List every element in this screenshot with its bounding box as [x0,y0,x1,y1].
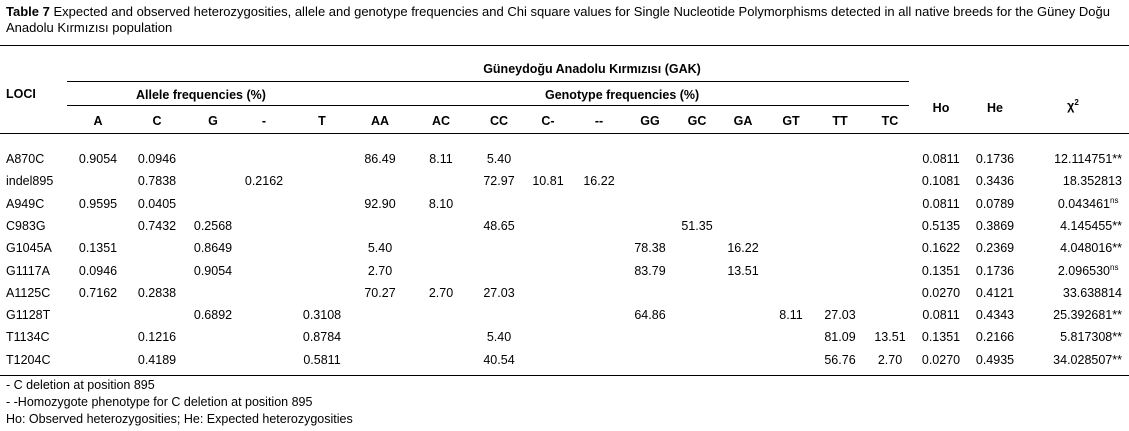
chi-number: 4.048016** [1060,241,1122,256]
table-cell: 0.7838 [137,174,177,189]
table-cell: 0.9054 [78,152,118,166]
table-cell: 81.09 [824,330,856,345]
table-cell: 2.70 [877,352,903,367]
footnote-1: - C deletion at position 895 [6,378,155,392]
column-header: AA [370,114,390,128]
significance-superscript: ns [1110,195,1119,205]
ho-value: 0.0811 [922,152,960,166]
table-cell: 5.40 [486,330,512,345]
ho-value: 0.1351 [921,263,961,278]
locus-name: C983G [6,218,46,233]
chi-number: 2.096530 [1057,263,1110,278]
table-cell: 83.79 [634,263,666,278]
he-value: 0.2369 [975,241,1015,256]
locus-name: T1204C [6,352,51,367]
chi-value [1057,195,1119,211]
genotype-group-header: Genotype frequencies (%) [545,88,700,102]
table-cell: 0.5811 [303,352,341,367]
table-cell: 0.7432 [137,218,177,233]
table-cell: 0.7162 [78,285,118,300]
column-header: G [208,114,218,128]
column-header: GG [640,114,660,128]
table-cell: 27.03 [824,308,856,323]
locus-name: G1117A [6,263,51,278]
chi-number: 5.817308** [1060,330,1122,345]
locus-name: G1045A [6,241,52,256]
table-cell: 51.35 [681,218,713,233]
table-cell: 0.1351 [78,241,118,256]
table-cell: 0.1216 [137,330,177,345]
chi-symbol: χ [1067,99,1075,113]
table-cell: 16.22 [583,174,615,189]
column-header: -- [594,114,604,128]
locus-name: indel895 [6,174,54,189]
table-cell: 86.49 [364,152,396,166]
table-cell: 72.97 [483,174,515,189]
column-header: CC [489,114,509,128]
population-header: Güneydoğu Anadolu Kırmızısı (GAK) [483,62,701,76]
he-value: 0.1736 [975,263,1015,278]
chi-value [1060,219,1122,233]
table-cell: 5.40 [367,241,393,256]
table-cell: 16.22 [727,241,759,256]
he-header: He [987,101,1003,115]
table-cell: 0.2162 [244,174,284,189]
chi-value [1063,286,1122,300]
table-cell: 0.9054 [193,263,233,278]
chi-value [1060,241,1122,255]
top-rule [0,45,1129,46]
ho-header: Ho [932,101,950,115]
table-cell: 8.11 [429,152,453,166]
he-value: 0.4935 [975,352,1015,367]
table-cell: 0.0946 [78,263,118,278]
table-cell: 2.70 [367,263,393,278]
allele-group-header: Allele frequencies (%) [136,88,266,102]
column-header: C- [541,114,555,128]
column-header: GA [733,114,753,128]
column-header: TC [881,114,899,128]
table-cell: 92.90 [364,196,396,211]
he-value: 0.1736 [975,152,1015,166]
table-cell: 10.81 [532,174,564,189]
column-header: GC [687,114,707,128]
chi-number: 25.392681** [1053,308,1122,323]
table-cell: 0.8649 [193,241,233,256]
chi-number: 33.638814 [1062,285,1122,300]
chi-value [1060,330,1122,344]
chi-number: 18.352813 [1062,174,1122,189]
column-header: AC [431,114,451,128]
bottom-rule [0,375,1129,376]
chi-value [1063,174,1122,188]
chi-header [1067,99,1079,113]
he-value: 0.4343 [975,308,1015,323]
locus-name: A870C [6,152,45,166]
chi-value [1053,308,1122,322]
table-cell: 27.03 [483,285,515,300]
table-caption [6,4,1121,36]
he-value: 0.3869 [975,218,1015,233]
chi-value [1053,353,1122,367]
chi-value [1057,262,1119,278]
table-cell: 0.6892 [193,308,233,323]
table-cell: 70.27 [364,285,396,300]
chi-number: 12.114751** [1054,152,1122,166]
table-cell: 5.40 [486,152,512,166]
he-value: 0.3436 [975,174,1015,189]
table-cell: 13.51 [727,263,759,278]
locus-name: G1128T [6,308,51,323]
table-cell: 8.10 [428,196,454,211]
table-cell: 0.8784 [302,330,342,345]
column-header: - [261,114,267,128]
header-bottom-rule [0,133,1129,134]
ho-value: 0.1081 [921,174,961,189]
column-header: GT [782,114,800,128]
table-cell: 56.76 [824,352,856,367]
significance-superscript: ns [1110,262,1119,272]
table-cell: 48.65 [483,218,515,233]
column-header: T [318,114,326,128]
ho-value: 0.1622 [921,241,961,256]
chi-superscript: 2 [1074,98,1079,107]
table-cell: 8.11 [779,308,803,323]
chi-number: 34.028507** [1053,352,1122,367]
table-cell: 78.38 [634,241,666,256]
table-cell: 0.2838 [137,285,177,300]
table-cell: 13.51 [874,330,906,345]
locus-name: A949C [6,196,45,211]
table-label: Table 7 [6,4,50,19]
he-value: 0.4121 [975,285,1015,300]
chi-value [1054,152,1122,166]
column-header: A [93,114,103,128]
table-cell: 64.86 [634,308,666,323]
ho-value: 0.0811 [922,308,960,323]
table-cell: 0.4189 [137,352,177,367]
population-rule [67,81,909,82]
column-header: C [152,114,162,128]
he-value: 0.0789 [975,196,1015,211]
table-cell: 0.3108 [302,308,342,323]
footnote-2: - -Homozygote phenotype for C deletion at position 895 [6,395,313,409]
table-cell: 2.70 [428,285,454,300]
group-rule [67,105,909,106]
table-cell: 0.2568 [193,218,233,233]
caption-text: Expected and observed heterozygosities, allele and genotype frequencies and Chi square values for Single Nucleotide Polymorphisms detected in all native breeds for the Güney Doğu Anadolu Kırmızısı population [6,4,1110,35]
ho-value: 0.0811 [922,196,960,211]
he-value: 0.2166 [975,330,1015,345]
ho-value: 0.0270 [921,285,961,300]
ho-value: 0.1351 [921,330,961,345]
chi-number: 4.145455** [1060,218,1122,233]
table-cell: 0.0946 [137,152,177,166]
locus-name: T1134C [6,330,50,345]
ho-value: 0.5135 [921,218,961,233]
table-cell: 0.9595 [78,196,118,211]
table-cell: 0.0405 [137,196,177,211]
locus-name: A1125C [6,285,51,300]
footnote-3: Ho: Observed heterozygosities; He: Expected heterozygosities [6,412,353,426]
table-cell: 40.54 [483,352,515,367]
ho-value: 0.0270 [921,352,961,367]
column-header: TT [832,114,848,128]
loci-header: LOCI [6,87,36,101]
chi-number: 0.043461 [1057,196,1110,211]
